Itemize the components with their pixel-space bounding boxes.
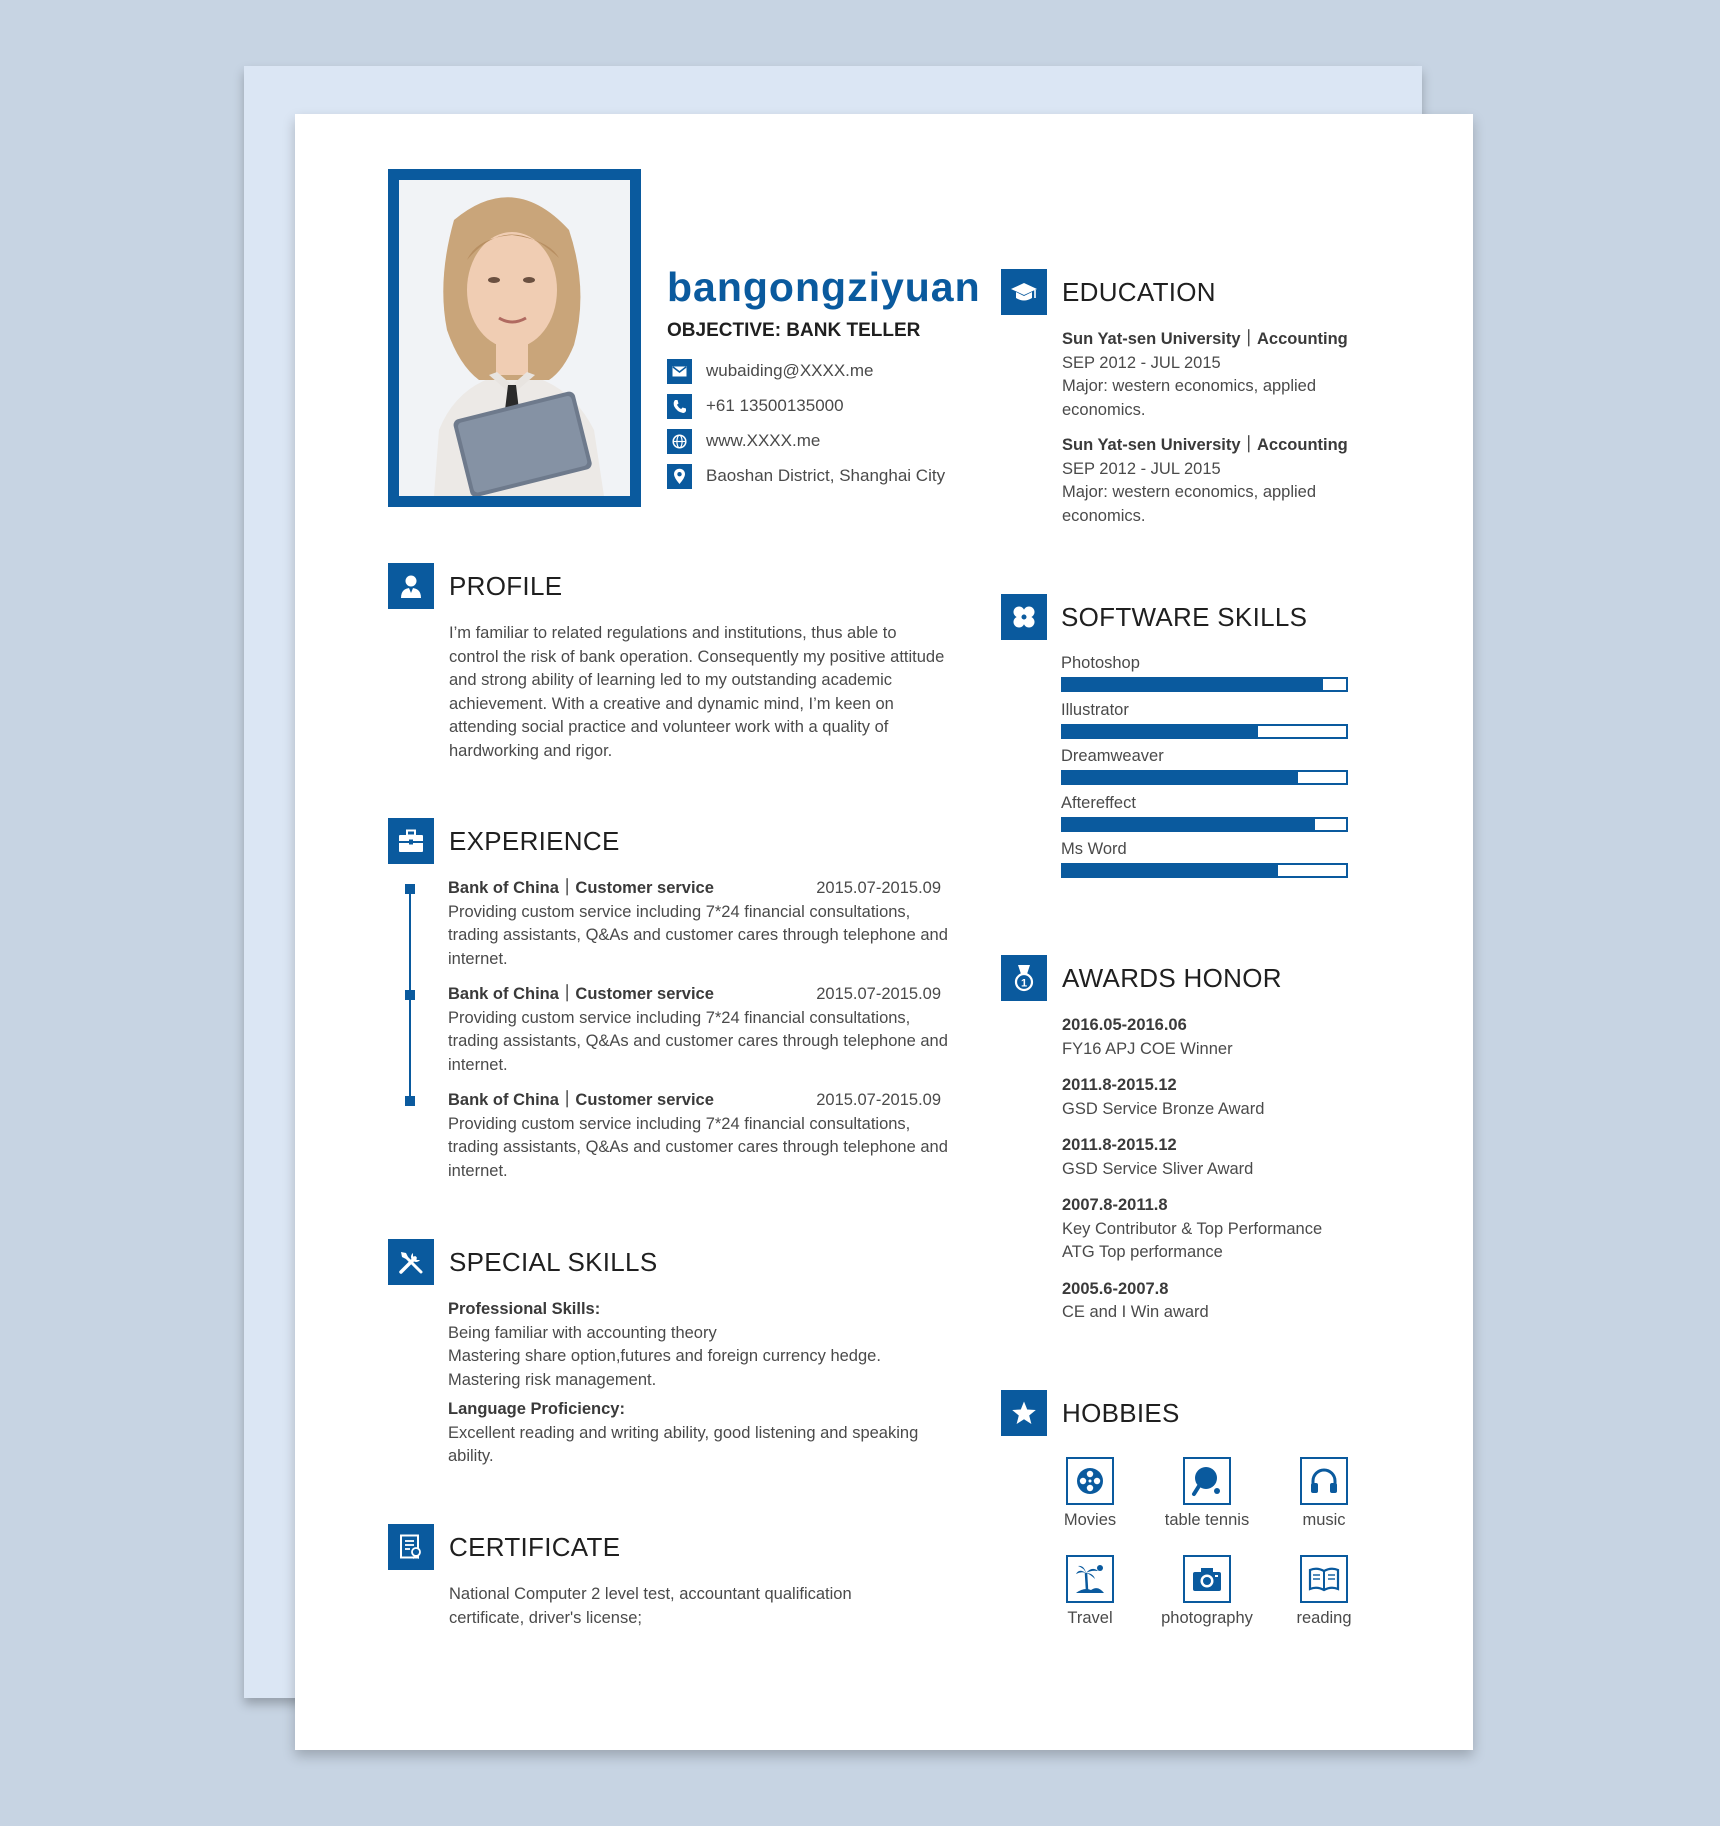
skill-bar xyxy=(1061,863,1348,878)
award-item xyxy=(1062,1134,1382,1181)
award-line: GSD Service Sliver Award xyxy=(1062,1159,1254,1178)
skill-row xyxy=(1061,701,1348,739)
education-school: Sun Yat-sen University｜Accounting xyxy=(1062,330,1348,348)
hobby-table-tennis xyxy=(1152,1457,1262,1530)
table-tennis-icon xyxy=(1183,1457,1231,1505)
palm-beach-icon xyxy=(1066,1555,1114,1603)
location-pin-icon xyxy=(667,464,692,489)
experience-date: 2015.07-2015.09 xyxy=(816,985,941,1003)
experience-title: EXPERIENCE xyxy=(449,826,620,856)
hobby-label: Movies xyxy=(1063,1511,1117,1529)
hobby-movies xyxy=(1035,1457,1145,1530)
award-date: 2016.05-2016.06 xyxy=(1062,1016,1187,1034)
timeline-dot xyxy=(405,1096,415,1106)
hobby-label: Travel xyxy=(1067,1609,1113,1627)
hobby-photography xyxy=(1152,1555,1262,1628)
education-major: Major: western economics, applied economics. xyxy=(1062,377,1317,419)
hobby-travel xyxy=(1035,1555,1145,1628)
profile-photo xyxy=(399,180,630,496)
experience-item xyxy=(448,983,948,1077)
hobby-label: music xyxy=(1302,1511,1346,1529)
hobby-label: table tennis xyxy=(1164,1511,1250,1529)
award-line: Key Contributor & Top Performance xyxy=(1062,1219,1323,1238)
certificate-section-icon xyxy=(388,1524,434,1570)
contact-phone-text: +61 13500135000 xyxy=(706,396,844,415)
hobby-music xyxy=(1269,1457,1379,1530)
experience-desc: Providing custom service including 7*24 financial consultations, trading assistants, Q&As and customer cares through telephone and internet. xyxy=(448,902,948,968)
skill-row xyxy=(1061,654,1348,692)
skill-name: Ms Word xyxy=(1061,840,1127,858)
education-item xyxy=(1062,434,1362,528)
professional-skill-line: Being familiar with accounting theory xyxy=(448,1323,717,1342)
education-item xyxy=(1062,328,1362,422)
software-skills-title: SOFTWARE SKILLS xyxy=(1061,602,1308,632)
certificate-title: CERTIFICATE xyxy=(449,1532,621,1562)
award-line: FY16 APJ COE Winner xyxy=(1062,1039,1233,1058)
skill-bar-fill xyxy=(1063,819,1315,830)
profile-text: I’m familiar to related regulations and institutions, thus able to control the risk of bank operation. Consequently my positive attitude and strong ability of learning led to my outstanding academic achievement. With a creative and dynamic mind, I’m keen on attending social practice and volunteer work with a quality of hardworking and rigor. xyxy=(449,624,945,760)
award-date: 2011.8-2015.12 xyxy=(1062,1076,1177,1094)
experience-date: 2015.07-2015.09 xyxy=(816,1091,941,1109)
skill-row xyxy=(1061,794,1348,832)
skill-bar xyxy=(1061,677,1348,692)
experience-section-icon xyxy=(388,818,434,864)
experience-org: Bank of China｜Customer service xyxy=(448,985,714,1003)
education-school: Sun Yat-sen University｜Accounting xyxy=(1062,436,1348,454)
hobbies-section-icon xyxy=(1001,1390,1047,1436)
skill-bar-fill xyxy=(1063,679,1323,690)
hobby-label: photography xyxy=(1161,1609,1253,1627)
profile-title: PROFILE xyxy=(449,571,563,601)
awards-section-icon xyxy=(1001,955,1047,1001)
award-date: 2007.8-2011.8 xyxy=(1062,1196,1168,1214)
experience-item xyxy=(448,1089,948,1183)
hobby-reading xyxy=(1269,1555,1379,1628)
skill-row xyxy=(1061,840,1348,878)
svg-text:1: 1 xyxy=(1020,977,1028,990)
mail-icon xyxy=(667,359,692,384)
award-date: 2011.8-2015.12 xyxy=(1062,1136,1177,1154)
skill-name: Aftereffect xyxy=(1061,794,1136,812)
contact-website[interactable] xyxy=(667,427,967,455)
contact-email-text: wubaiding@XXXX.me xyxy=(706,361,874,380)
professional-skill-line: Mastering share option,futures and foreign currency hedge. xyxy=(448,1347,881,1365)
special-skills-content xyxy=(448,1298,968,1469)
awards-list xyxy=(1062,1014,1382,1325)
hobbies-title: HOBBIES xyxy=(1062,1398,1180,1428)
contact-website-text: www.XXXX.me xyxy=(706,431,821,450)
skill-name: Photoshop xyxy=(1061,654,1140,672)
professional-skill-line: Mastering risk management. xyxy=(448,1370,657,1389)
skill-bar-fill xyxy=(1063,772,1298,783)
experience-desc: Providing custom service including 7*24 financial consultations, trading assistants, Q&As and customer cares through telephone and internet. xyxy=(448,1008,948,1074)
award-date: 2005.6-2007.8 xyxy=(1062,1279,1169,1298)
award-line: GSD Service Bronze Award xyxy=(1062,1099,1265,1118)
phone-icon xyxy=(667,394,692,419)
special-skills-section-icon xyxy=(388,1239,434,1285)
experience-org: Bank of China｜Customer service xyxy=(448,879,714,897)
skill-bar-fill xyxy=(1063,726,1258,737)
objective: OBJECTIVE: BANK TELLER xyxy=(667,320,921,341)
professional-skills-heading: Professional Skills: xyxy=(448,1300,601,1318)
contact-address xyxy=(667,462,967,490)
award-item xyxy=(1062,1074,1382,1121)
skill-bar-fill xyxy=(1063,865,1278,876)
skill-bar xyxy=(1061,817,1348,832)
open-book-icon xyxy=(1300,1555,1348,1603)
language-text: Excellent reading and writing ability, good listening and speaking ability. xyxy=(448,1423,919,1465)
experience-item xyxy=(448,877,948,971)
award-item xyxy=(1062,1278,1382,1325)
certificate-text: National Computer 2 level test, accountant qualification certificate, driver's license; xyxy=(449,1585,852,1627)
education-dates: SEP 2012 - JUL 2015 xyxy=(1062,459,1221,478)
skill-bar xyxy=(1061,770,1348,785)
award-item xyxy=(1062,1014,1382,1061)
education-dates: SEP 2012 - JUL 2015 xyxy=(1062,353,1221,372)
skill-bar xyxy=(1061,724,1348,739)
resume-page xyxy=(295,114,1473,1750)
candidate-name: bangongziyuan xyxy=(667,264,981,310)
film-reel-icon xyxy=(1066,1457,1114,1505)
software-skills-section-icon xyxy=(1001,594,1047,640)
timeline-dot xyxy=(405,990,415,1000)
language-heading: Language Proficiency: xyxy=(448,1400,625,1418)
awards-title: AWARDS HONOR xyxy=(1062,963,1282,993)
profile-photo-frame xyxy=(388,169,641,507)
special-skills-title: SPECIAL SKILLS xyxy=(449,1247,658,1277)
globe-icon xyxy=(667,429,692,454)
skill-row xyxy=(1061,747,1348,785)
award-line: ATG Top performance xyxy=(1062,1243,1223,1261)
award-item xyxy=(1062,1194,1382,1265)
education-section-icon xyxy=(1001,269,1047,315)
contact-phone[interactable] xyxy=(667,392,967,420)
education-major: Major: western economics, applied economics. xyxy=(1062,483,1317,525)
timeline-dot xyxy=(405,884,415,894)
experience-org: Bank of China｜Customer service xyxy=(448,1091,714,1109)
experience-desc: Providing custom service including 7*24 financial consultations, trading assistants, Q&As and customer cares through telephone and internet. xyxy=(448,1114,948,1180)
education-title: EDUCATION xyxy=(1062,277,1216,307)
skill-name: Illustrator xyxy=(1061,701,1129,719)
skill-name: Dreamweaver xyxy=(1061,747,1164,765)
profile-section-icon xyxy=(388,563,434,609)
headphones-icon xyxy=(1300,1457,1348,1505)
experience-date: 2015.07-2015.09 xyxy=(816,879,941,897)
award-line: CE and I Win award xyxy=(1062,1303,1209,1321)
hobby-label: reading xyxy=(1296,1609,1352,1627)
camera-icon xyxy=(1183,1555,1231,1603)
contact-address-text: Baoshan District, Shanghai City xyxy=(706,466,946,485)
contact-email[interactable] xyxy=(667,357,967,385)
